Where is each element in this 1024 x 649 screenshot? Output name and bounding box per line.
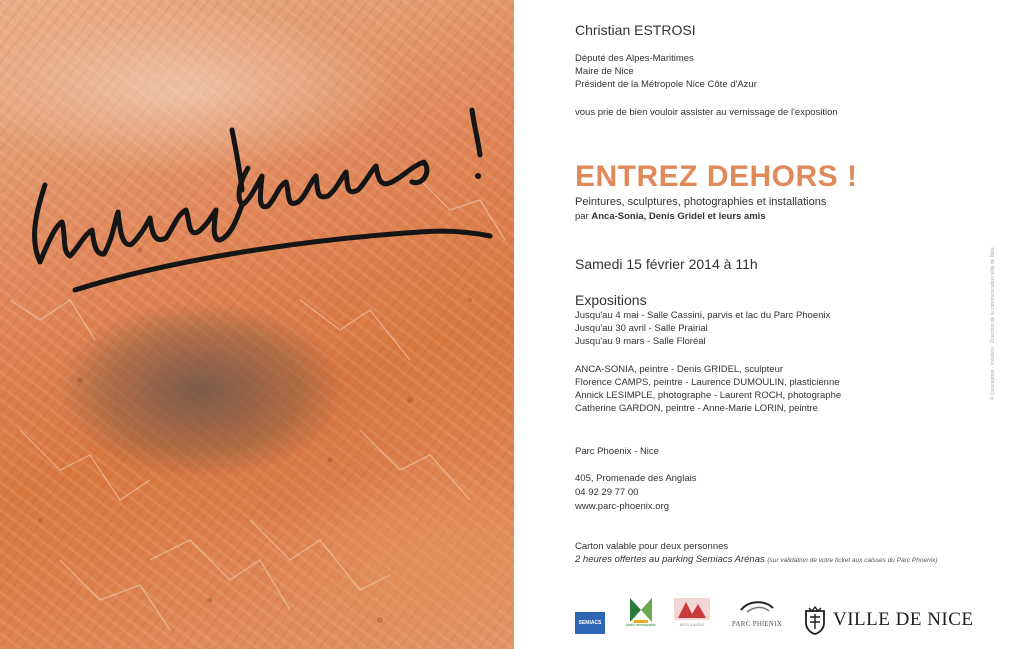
parking-text: 2 heures offertes au parking Semiacs Arénas	[575, 554, 765, 565]
host-role: Maire de Nice	[575, 66, 634, 77]
invitation-request: vous prie de bien vouloir assister au vernissage de l'exposition	[575, 107, 838, 118]
opening-date: Samedi 15 février 2014 à 11h	[575, 256, 758, 272]
exhibition-authors	[575, 211, 766, 222]
ville-de-nice-label: VILLE DE NICE	[833, 609, 974, 630]
jardin-remarquable-logo	[620, 596, 662, 636]
artist-line: Florence CAMPS, peintre - Laurence DUMOULIN, plasticienne	[575, 377, 840, 388]
exposition-item: Jusqu'au 4 mai - Salle Cassini, parvis et lac du Parc Phoenix	[575, 310, 831, 321]
jardin-label: jardin remarquable	[626, 623, 656, 627]
phoenix-label: PARC PHŒNIX	[731, 620, 783, 628]
authors-prefix: par	[575, 211, 592, 222]
parking-note: (sur validation de votre ticket aux caisses du Parc Phoenix)	[767, 557, 938, 564]
venue: Parc Phoenix - Nice	[575, 446, 659, 457]
ville-de-nice-logo	[803, 605, 974, 635]
artist-line: Catherine GARDON, peintre - Anne-Marie LORIN, peintre	[575, 403, 818, 414]
website-link[interactable]: www.parc-phoenix.org	[575, 501, 669, 512]
authors-names: Anca-Sonia, Denis Gridel et leurs amis	[591, 211, 766, 222]
phoenix-swoosh-icon	[727, 596, 787, 618]
exhibition-title: ENTREZ DEHORS !	[575, 160, 858, 193]
host-name: Christian ESTROSI	[575, 22, 696, 38]
jardin-leaf-icon	[620, 596, 662, 624]
artist-line: Annick LESIMPLE, photographe - Laurent ROCH, photographe	[575, 390, 842, 401]
parc-phoenix-logo	[727, 596, 787, 630]
card-validity: Carton valable pour deux personnes	[575, 541, 729, 552]
artist-line: ANCA-SONIA, peintre - Denis GRIDEL, sculpteur	[575, 364, 784, 375]
nice-coat-of-arms-icon	[803, 605, 827, 635]
arts-emblem-icon	[672, 596, 712, 622]
exposition-item: Jusqu'au 9 mars - Salle Floréal	[575, 336, 706, 347]
exhibition-subtitle: Peintures, sculptures, photographies et installations	[575, 196, 827, 208]
parking-offer	[575, 553, 938, 567]
handwritten-title-signature	[35, 110, 490, 290]
expositions-heading: Expositions	[575, 292, 647, 308]
arts-label: ARTS & AUDIO	[679, 623, 705, 627]
host-role: Président de la Métropole Nice Côte d'Azur	[575, 79, 757, 90]
host-role: Député des Alpes-Maritimes	[575, 53, 694, 64]
phone: 04 92 29 77 00	[575, 487, 639, 498]
address: 405, Promenade des Anglais	[575, 473, 697, 484]
arts-logo	[672, 596, 712, 630]
semiacs-logo: SEMIACS	[575, 612, 605, 634]
exposition-item: Jusqu'au 30 avril - Salle Prairial	[575, 323, 708, 334]
credit-vertical: © Conception - création : Direction de la communication Ville de Nice	[990, 247, 996, 400]
